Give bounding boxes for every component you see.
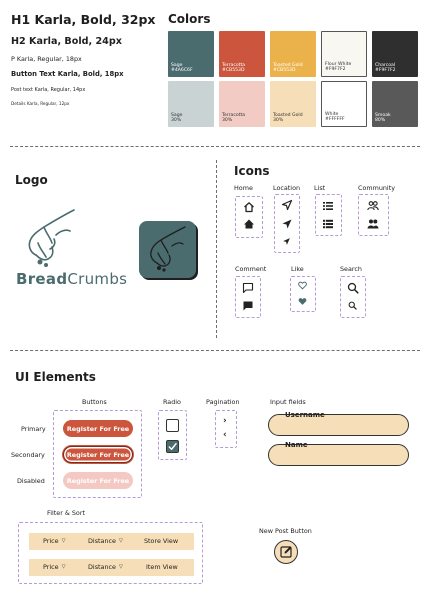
name-label: Name	[285, 441, 308, 449]
chevron-down-icon: ▽	[118, 564, 123, 570]
filter-bar-item	[29, 559, 194, 576]
register-button-primary[interactable]: Register For Free	[63, 420, 133, 437]
username-input[interactable]	[268, 411, 409, 436]
color-name: Sage	[171, 112, 183, 118]
breadcrumbs-logo	[16, 207, 136, 292]
color-swatch-terracotta	[219, 81, 265, 127]
search-icon[interactable]	[347, 282, 359, 294]
filter-price-dropdown[interactable]	[43, 563, 65, 571]
store-view-toggle[interactable]: Store View	[144, 537, 179, 545]
filter-distance-dropdown[interactable]	[88, 537, 123, 545]
color-name: Charcoal	[375, 62, 396, 68]
logo-word-crumbs: Crumbs	[67, 270, 128, 288]
color-swatch-sage	[168, 81, 214, 127]
color-value: 30%	[171, 118, 182, 124]
typography-details: Details Karla, Regular, 12px	[11, 101, 70, 106]
search-small-icon[interactable]	[348, 301, 357, 310]
divider-middle	[10, 350, 420, 351]
color-swatch-label	[171, 63, 193, 74]
logo-wordmark	[16, 270, 127, 288]
color-swatch-charcoal	[372, 31, 418, 77]
app-icon-logo	[139, 221, 196, 278]
color-swatch-terracotta	[219, 31, 265, 77]
pagination-label: Pagination	[206, 398, 240, 406]
filter-sort-label: Filter & Sort	[47, 509, 85, 517]
color-swatch-label	[273, 113, 303, 124]
color-swatch-white	[321, 81, 367, 127]
comment-outline-icon[interactable]	[242, 282, 254, 294]
color-swatch-label	[171, 113, 182, 124]
color-name: Sage	[171, 62, 183, 68]
edit-icon	[275, 541, 297, 563]
name-input[interactable]	[268, 441, 409, 466]
color-value: 30%	[273, 118, 284, 124]
colors-title: Colors	[168, 12, 211, 26]
pagination-prev-icon[interactable]: ‹	[223, 430, 227, 440]
color-swatch-smoak	[372, 81, 418, 127]
icon-label-like: Like	[291, 265, 304, 273]
register-button-disabled[interactable]: Register For Free	[63, 472, 133, 489]
icon-label-home: Home	[234, 184, 253, 192]
color-name: Terracotta	[222, 62, 246, 68]
location-arrow-small-icon[interactable]	[282, 237, 291, 246]
logo-word-bread: Bread	[16, 270, 68, 288]
color-name: Flour White	[325, 61, 352, 67]
typography-p: P Karla, Regular, 18px	[11, 55, 82, 63]
location-arrow-outline-icon[interactable]	[281, 199, 293, 211]
color-value: 30%	[222, 118, 233, 124]
color-value: #CB553D	[273, 68, 296, 74]
color-value: #CB553D	[222, 68, 245, 74]
input-fields-label: Input fields	[270, 398, 306, 406]
logo-title: Logo	[15, 173, 48, 187]
color-value: 80%	[375, 118, 386, 124]
color-swatch-sage	[168, 31, 214, 77]
secondary-label: Secondary	[11, 451, 45, 459]
color-value: #FFFFFF	[325, 117, 345, 123]
color-swatch-label	[222, 63, 245, 74]
color-swatch-label	[325, 112, 345, 123]
filter-bar-store	[29, 533, 194, 550]
color-swatch-label	[273, 63, 303, 74]
icon-label-search: Search	[340, 265, 362, 273]
new-post-button[interactable]	[274, 540, 298, 564]
typography-button-text: Button Text Karla, Bold, 18px	[11, 70, 124, 78]
color-value: #F9F7F2	[375, 68, 396, 74]
checkmark-icon	[167, 441, 178, 452]
color-swatch-label	[222, 113, 245, 124]
buttons-label: Buttons	[82, 398, 107, 406]
filter-distance-dropdown[interactable]	[88, 563, 123, 571]
home-outline-icon[interactable]	[243, 201, 255, 213]
divider-vertical	[216, 160, 217, 338]
color-swatch-label	[375, 63, 396, 74]
list-bold-icon[interactable]	[322, 218, 334, 230]
pagination-next-icon[interactable]: ›	[223, 416, 227, 426]
color-swatch-toasted-gold	[270, 81, 316, 127]
ui-elements-title: UI Elements	[15, 370, 96, 384]
color-value: #4A6C6F	[171, 68, 193, 74]
color-name: White	[325, 111, 339, 117]
list-icon[interactable]	[322, 200, 334, 212]
icon-label-location: Location	[273, 184, 301, 192]
hand-app-icon	[139, 221, 196, 278]
typography-post-text: Post text Karla, Regular, 14px	[11, 87, 86, 93]
radio-checked[interactable]	[166, 440, 179, 453]
color-name: Toasted Gold	[273, 112, 303, 118]
primary-label: Primary	[21, 425, 46, 433]
typography-h2: H2 Karla, Bold, 24px	[11, 36, 122, 47]
username-label: Username	[285, 411, 325, 419]
chevron-down-icon: ▽	[61, 564, 66, 570]
color-name: Terracotta	[222, 112, 246, 118]
color-swatch-label	[325, 62, 351, 73]
comment-filled-icon[interactable]	[242, 300, 254, 312]
location-arrow-filled-icon[interactable]	[281, 218, 293, 230]
like-outline-icon[interactable]	[298, 281, 307, 290]
typography-h1: H1 Karla, Bold, 32px	[11, 12, 156, 27]
color-name: Smoak	[375, 112, 391, 118]
icon-label-list: List	[314, 184, 326, 192]
filter-price-dropdown[interactable]	[43, 537, 65, 545]
icon-label-comment: Comment	[235, 265, 267, 273]
item-view-toggle[interactable]: Item View	[146, 563, 178, 571]
radio-unchecked[interactable]	[166, 419, 179, 432]
filter-price-label: Price	[43, 537, 59, 545]
divider-top	[10, 146, 420, 147]
filter-distance-label: Distance	[88, 563, 116, 571]
icons-title: Icons	[234, 164, 270, 178]
filter-price-label: Price	[43, 563, 59, 571]
new-post-label: New Post Button	[259, 527, 312, 535]
filter-distance-label: Distance	[88, 537, 116, 545]
color-name: Toasted Gold	[273, 62, 303, 68]
home-filled-icon[interactable]	[243, 218, 255, 230]
color-value: #F9F7F2	[325, 67, 346, 73]
community-outline-icon[interactable]	[367, 200, 379, 212]
chevron-down-icon: ▽	[118, 538, 123, 544]
color-swatch-label	[375, 113, 391, 124]
register-button-secondary[interactable]: Register For Free	[63, 446, 133, 463]
color-swatch-toasted-gold	[270, 31, 316, 77]
like-filled-icon[interactable]	[298, 297, 307, 306]
radio-label: Radio	[163, 398, 181, 406]
chevron-down-icon: ▽	[61, 538, 66, 544]
community-filled-icon[interactable]	[367, 218, 379, 230]
icon-label-community: Community	[358, 184, 395, 192]
disabled-label: Disabled	[17, 477, 45, 485]
color-swatch-flour-white	[321, 31, 367, 77]
